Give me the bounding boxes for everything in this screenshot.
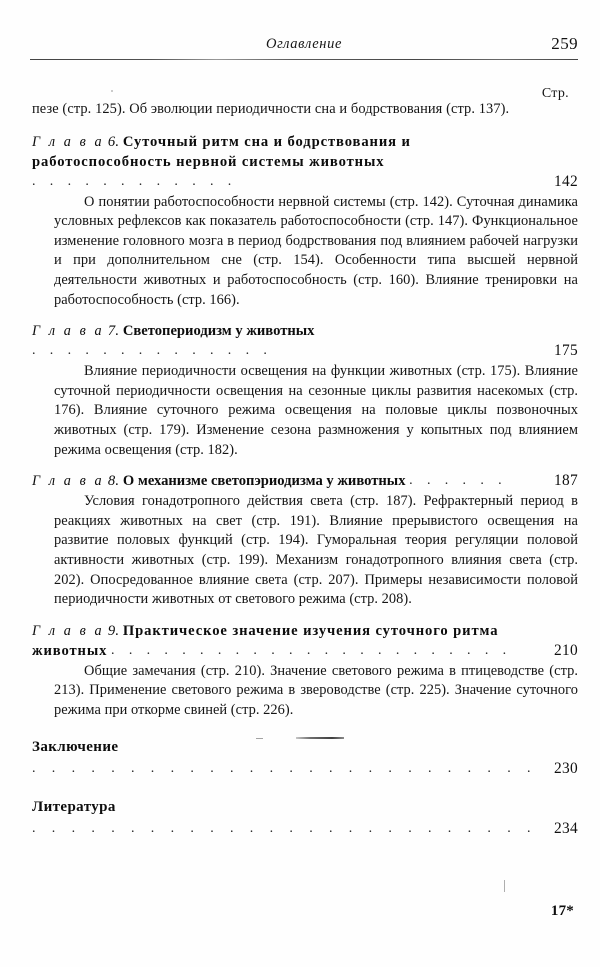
dot-leader: . . . . . .	[409, 473, 508, 489]
chapter-number: 8.	[107, 473, 120, 490]
ornament-dash	[256, 738, 263, 739]
contents-column	[32, 100, 578, 840]
dot-leader: . . . . . . . . . . . . . . . . . . . . . . . . . .	[32, 821, 537, 837]
chapter-word: Г л а в а	[32, 323, 105, 340]
chapter-number: 6.	[107, 133, 120, 150]
toc-entry-heading[interactable]	[32, 321, 578, 361]
entry-page-number: 230	[554, 760, 578, 778]
chapter-word: Г л а в а	[32, 133, 105, 150]
toc-entry-chapter-6[interactable]	[32, 132, 578, 311]
chapter-word: Г л а в а	[32, 473, 105, 490]
chapter-number: 7.	[107, 323, 120, 340]
chapter-title: Практическое значение изучения суточного ритма животных	[32, 622, 499, 659]
section-ornament-rule	[296, 737, 344, 739]
chapter-section-list: О понятии работоспособности нервной системы (стр. 142). Суточная динамика условных рефлексов как показатель работоспособности (стр. 147). Функциональное изменение головного мозга в период бодрствования под влиянием рабочей нагрузки и при дополнительном сне (стр. 154). Особенности типа высшей нервной деятельности животных и работоспособность (стр. 160). Влияние тренировки на работоспособность (стр. 166).	[54, 193, 578, 308]
toc-entry-chapter-9[interactable]	[32, 621, 578, 721]
toc-entry-bibliography[interactable]	[32, 796, 578, 840]
chapter-title: Светопериодизм у животных	[122, 323, 315, 340]
toc-entry-conclusion[interactable]	[32, 736, 578, 780]
chapter-title: Суточный ритм сна и бодрствования и работоспособность нервной системы животных	[32, 133, 411, 170]
entry-page-number: 142	[554, 172, 578, 190]
chapter-section-list: Влияние периодичности освещения на функции животных (стр. 175). Влияние суточной периодичности освещения на сезонные циклы развития насекомых (стр. 176). Влияние суточного режима освещения на половые циклы позвоночных животных (стр. 179). Изменение сезона размножения у копытных под влиянием режима освещения (стр. 182).	[54, 363, 578, 458]
header-rule	[30, 59, 578, 60]
chapter-section-list: Общие замечания (стр. 210). Значение светового режима в птицеводстве (стр. 213). Применение светового режима в звероводстве (стр. 225). Значение суточного режима при откорме свиней (стр. 226).	[54, 662, 578, 718]
running-head	[30, 36, 578, 60]
toc-entry-heading[interactable]	[32, 471, 578, 491]
scan-speck	[111, 90, 113, 92]
running-head-title: Оглавление	[266, 36, 342, 52]
column-label-page: Стр.	[541, 86, 569, 101]
chapter-number: 9.	[107, 622, 120, 639]
chapter-section-list: Условия гонадотропного действия света (стр. 187). Рефрактерный период в реакциях животных на свет (стр. 191). Влияние прерывистого освещения на развитие половых функций (стр. 194). Гуморальная теория регуляции половой активности животных (стр. 199). Механизм гонадотропного влияния света (стр. 202). Опосредованное влияние света (стр. 207). Примеры независимости половой периодичности животных от светового режима (стр. 208).	[54, 493, 578, 608]
entry-page-number: 234	[554, 820, 578, 838]
toc-entry-heading[interactable]	[32, 132, 578, 192]
signature-mark: 17*	[550, 903, 574, 919]
entry-title: Литература	[32, 799, 116, 816]
entry-page-number: 210	[554, 641, 578, 659]
continuation-paragraph: пезе (стр. 125). Об эволюции периодичности сна и бодрствования (стр. 137).	[32, 101, 510, 117]
entry-page-number: 175	[554, 342, 578, 360]
toc-entry-chapter-7[interactable]	[32, 321, 578, 460]
scan-tick-mark	[504, 880, 505, 892]
page-folio-number: 259	[551, 34, 578, 53]
dot-leader: . . . . . . . . . . . . . . . . . . . . . . .	[111, 642, 512, 658]
dot-leader: . . . . . . . . . . . . . .	[32, 343, 273, 359]
entry-title: Заключение	[32, 739, 119, 756]
dot-leader: . . . . . . . . . . . . . . . . . . . . . . . . . .	[32, 761, 537, 777]
entry-page-number: 187	[554, 472, 578, 490]
chapter-title: О механизме светопэриодизма у животных	[122, 473, 406, 490]
chapter-word: Г л а в а	[32, 622, 105, 639]
dot-leader: . . . . . . . . . . . .	[32, 173, 237, 189]
toc-entry-heading[interactable]	[32, 621, 578, 661]
toc-entry-chapter-8[interactable]	[32, 471, 578, 610]
